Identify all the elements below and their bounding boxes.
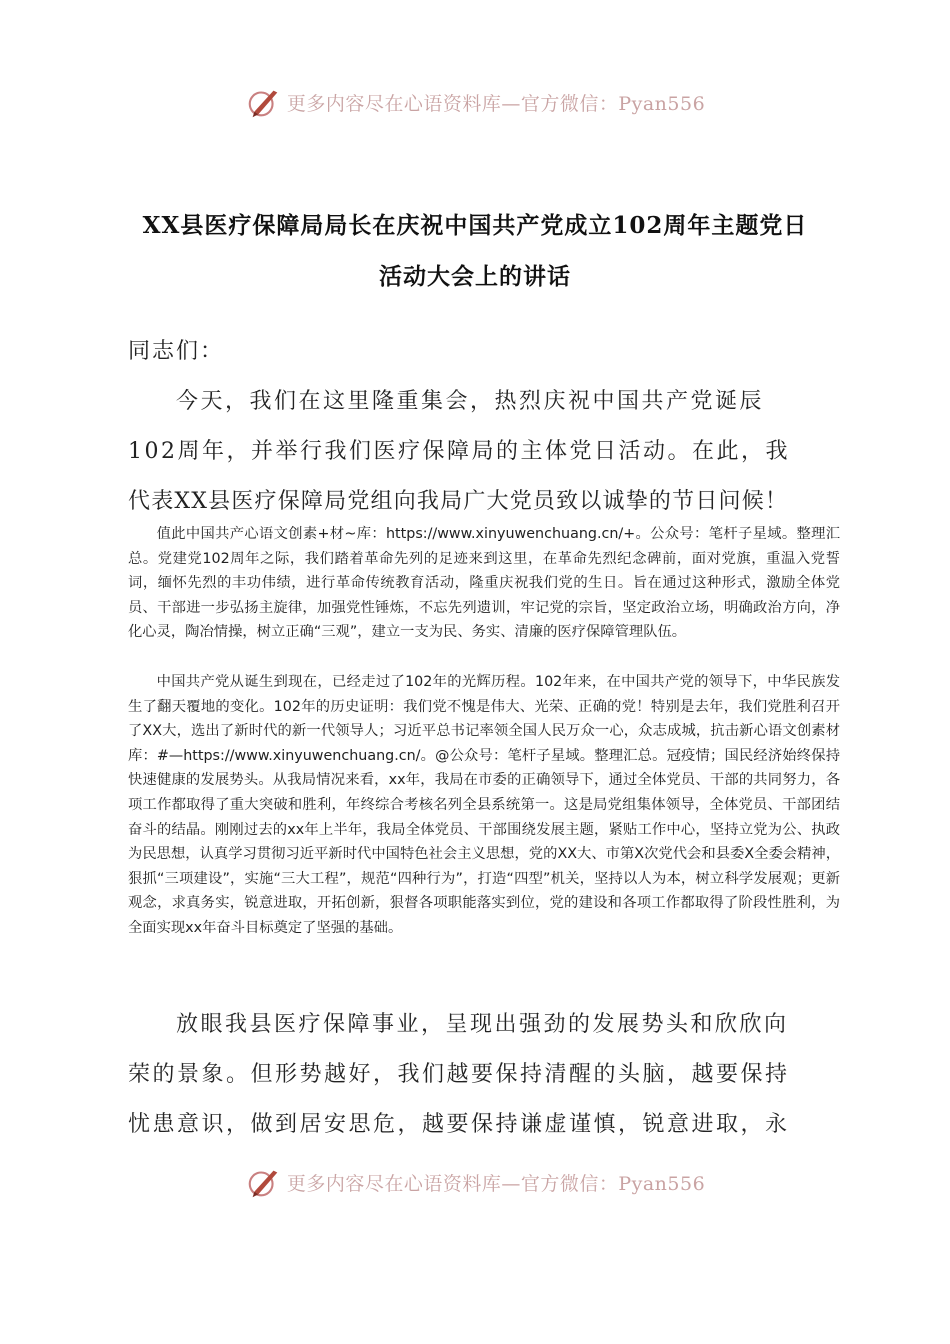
document-title-line-1: XX县医疗保障局局长在庆祝中国共产党成立102周年主题党日: [142, 212, 808, 239]
banner-text: 更多内容尽在心语资料库—官方微信：Pyan556: [286, 1172, 706, 1195]
body-paragraph-1: 值此中国共产心语文创素+材~库：https://www.xinyuwenchuang.cn/+。公众号：笔杆子星域。整理汇总。党建党102周年之际，我们踏着革命先列的足迹来到这里，在革命先烈纪念碑前，面对党旗，重温入党誓词，缅怀先烈的丰功伟绩，进行革命传统教育活动，隆重庆祝我们党的生日。旨在通过这种形式，激励全体党员、干部进一步弘扬主旋律，加强党性锤炼，不忘先列遗训，牢记党的宗旨，坚定政治立场，明确政治方向，净化心灵，陶冶情操，树立正确“三观”，建立一支为民、务实、清廉的医疗保障管理队伍。: [128, 526, 840, 641]
closing-line: 放眼我县医疗保障事业，呈现出强劲的发展势头和欣欣向: [176, 1012, 789, 1037]
pen-logo-icon: [245, 83, 283, 121]
greeting: 同志们：: [128, 339, 225, 364]
closing-line: 忧患意识，做到居安思危，越要保持谦虚谨慎，锐意进取，永: [128, 1112, 790, 1137]
document-title-line-2: 活动大会上的讲话: [379, 263, 571, 290]
intro-line: 今天，我们在这里隆重集会，热烈庆祝中国共产党诞辰: [176, 389, 765, 414]
intro-line: 102周年，并举行我们医疗保障局的主体党日活动。在此，我: [128, 439, 790, 464]
body-paragraph-2: 中国共产党从诞生到现在，已经走过了102年的光辉历程。102年来，在中国共产党的领导下，中华民族发生了翻天覆地的变化。102年的历史证明：我们党不愧是伟大、光荣、正确的党！特别是去年，我们党胜利召开了XX大，选出了新时代的新一代领导人；习近平总书记率领全国人民万众一心，众志成城，抗击新心语文创素材库：#—https://www.xinyuwenchuang.cn/。@公众号：笔杆子星域。整理汇总。冠疫情；国民经济始终保持快速健康的发展势头。从我局情况来看，xx年，我局在市委的正确领导下，通过全体党员、干部的共同努力，各项工作都取得了重大突破和胜利，年终综合考核名列全县系统第一。这是局党组集体领导，全体党员、干部团结奋斗的结晶。刚刚过去的xx年上半年，我局全体党员、干部围绕发展主题，紧贴工作中心，坚持立党为公、执政为民思想，认真学习贯彻习近平新时代中国特色社会主义思想，党的XX大、市第X次党代会和县委X全委会精神，狠抓“三项建设”，实施“三大工程”，规范“四种行为”，打造“四型”机关，坚持以人为本，树立科学发展观；更新观念，求真务实，锐意进取，开拓创新，狠督各项职能落实到位，党的建设和各项工作都取得了阶段性胜利，为全面实现xx年奋斗目标奠定了坚强的基础。: [128, 674, 840, 936]
closing-line: 荣的景象。但形势越好，我们越要保持清醒的头脑，越要保持: [128, 1062, 790, 1087]
header-watermark-banner: [0, 80, 950, 124]
intro-line: 代表XX县医疗保障局党组向我局广大党员致以诚挚的节日问候！: [128, 489, 789, 514]
footer-watermark-banner: [0, 1160, 950, 1204]
banner-text: 更多内容尽在心语资料库—官方微信：Pyan556: [286, 92, 706, 115]
pen-logo-icon: [245, 1163, 283, 1201]
